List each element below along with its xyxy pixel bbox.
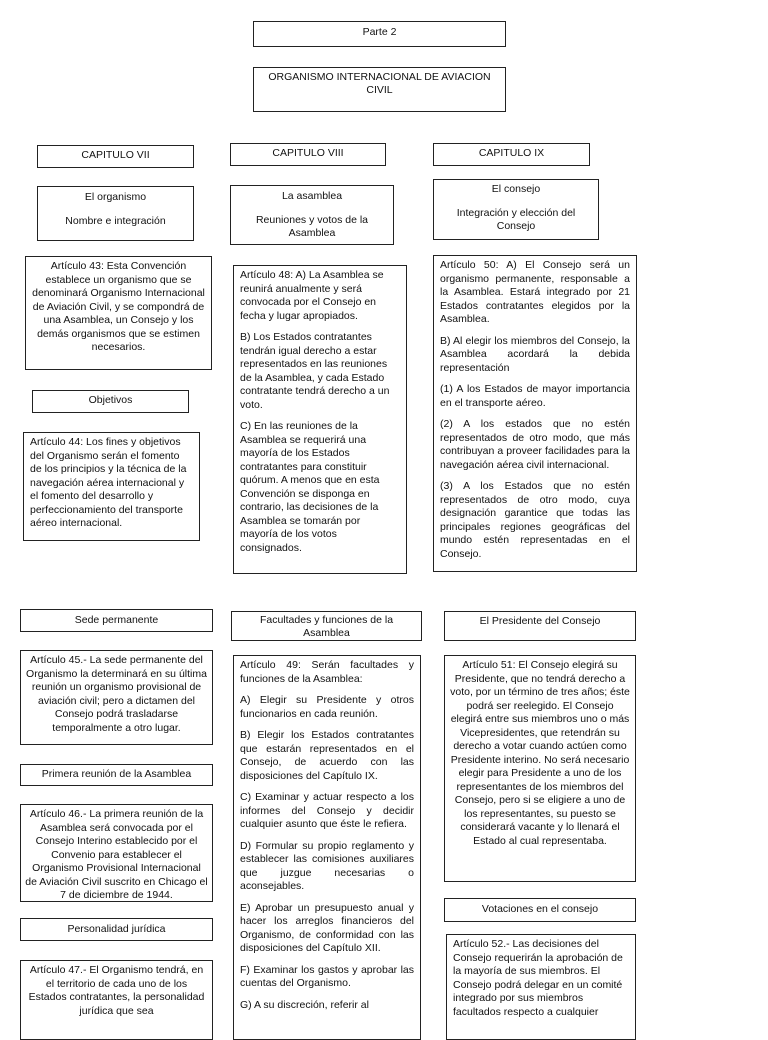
facultades-label: Facultades y funciones de la Asamblea	[259, 614, 394, 639]
primera-reunion-header	[20, 764, 213, 786]
chapter-ix-label: CAPITULO IX	[478, 147, 545, 159]
article-50-box	[433, 255, 637, 572]
article-46-text: Artículo 46.- La primera reunión de la Asamblea será convocada por el Consejo Interino establecido por el Convenio para establecer el Organismo Provisional Internacional de Aviación Civil suscrito en Chicago el 7 de diciembre de 1944.	[25, 808, 208, 901]
votaciones-consejo-header	[444, 898, 636, 922]
asamblea-topic-subtitle: Reuniones y votos de la Asamblea	[255, 213, 369, 239]
article-48-paragraph-c: C) En las reuniones de la Asamblea se requerirá una mayoría de los Estados contratantes para constituir quórum. A menos que en esta Convención se disponga en contrario, las decisiones de la Asamblea se tomarán por mayoría de los votos consignados.	[240, 420, 380, 554]
organismo-topic-subtitle: Nombre e integración	[65, 214, 166, 227]
facultades-header	[231, 611, 422, 641]
objetivos-header	[32, 390, 189, 413]
article-49-item-b: B) Elegir los Estados contratantes que estarán representados en el Consejo, de acuerdo con las disposiciones del Capítulo IX.	[240, 729, 414, 782]
article-49-item-e: E) Aprobar un presupuesto anual y hacer los arreglos financieros del Organismo, de conformidad con las disposiciones del Capítulo XII.	[240, 901, 414, 954]
article-49-item-f: F) Examinar los gastos y aprobar las cuentas del Organismo.	[240, 963, 414, 989]
article-49-item-a: A) Elegir su Presidente y otros funcionarios en cada reunión.	[240, 694, 414, 720]
chapter-vii-label: CAPITULO VII	[81, 149, 150, 161]
chapter-vii-header	[37, 145, 194, 168]
organismo-topic-title: El organismo	[84, 191, 147, 203]
chapter-viii-header	[230, 143, 386, 166]
article-43-text: Artículo 43: Esta Convención establece un organismo que se denominará Organismo Internacional de Aviación Civil, y se compondrá de una Asamblea, un Consejo y los demás organismos que se estimen necesarios.	[32, 260, 205, 353]
asamblea-topic-title: La asamblea	[281, 190, 343, 202]
votaciones-consejo-label: Votaciones en el consejo	[481, 903, 599, 915]
article-48-paragraph-a: Artículo 48: A) La Asamblea se reunirá anualmente y será convocada por el Consejo en fecha y lugar apropiados.	[240, 269, 384, 322]
article-49-box	[233, 655, 421, 1040]
personalidad-juridica-label: Personalidad jurídica	[67, 923, 166, 935]
consejo-topic-title: El consejo	[491, 183, 541, 195]
article-44-box	[23, 432, 200, 541]
article-44-text: Artículo 44: Los fines y objetivos del Organismo serán el fomento de los principios y la técnica de la navegación aérea internacional y el fomento del desarrollo y perfeccionamiento del transporte aéreo internacional.	[30, 436, 187, 529]
part-title	[253, 21, 506, 47]
organization-title-text: ORGANISMO INTERNACIONAL DE AVIACION CIVIL	[268, 71, 491, 96]
article-51-box	[444, 655, 636, 882]
article-51-text: Artículo 51: El Consejo elegirá su Presidente, que no tendrá derecho a voto, por un término de tres años; éste podrá ser reelegido. El Consejo elegirá entre sus miembros uno o más Vicepresidentes, que retendrán su derecho a votar cuando actúen como Presidente interino. No será necesario elegir para Presidente a uno de los representantes de los miembros del Consejo, pero si se eligiere a uno de los representantes, su puesto se considerará vacante y lo llenará el Estado al cual representaba.	[450, 659, 630, 847]
organismo-topic-box	[37, 186, 194, 241]
objetivos-label: Objetivos	[88, 394, 133, 406]
article-46-box	[20, 804, 213, 902]
sede-permanente-header	[20, 609, 213, 632]
article-47-text: Artículo 47.- El Organismo tendrá, en el territorio de cada uno de los Estados contratantes, la personalidad jurídica que sea	[28, 964, 205, 1017]
consejo-topic-subtitle: Integración y elección del Consejo	[456, 206, 576, 232]
article-49-intro: Artículo 49: Serán facultades y funciones de la Asamblea:	[240, 659, 414, 685]
article-50-item-3: (3) A los Estados que no estén representados de otro modo, cuya designación garantice que todas las principales regiones geográficas del mundo estén representadas en el Consejo.	[440, 480, 630, 560]
presidente-consejo-label: El Presidente del Consejo	[479, 615, 601, 627]
sede-permanente-label: Sede permanente	[74, 614, 159, 626]
article-45-box	[20, 650, 213, 745]
article-49-item-d: D) Formular su propio reglamento y establecer las comisiones auxiliares que juzgue necesarias o aconsejables.	[240, 839, 414, 892]
article-47-box	[20, 960, 213, 1040]
article-48-paragraph-b: B) Los Estados contratantes tendrán igual derecho a estar representados en las reuniones de la Asamblea, y cada Estado contratante tendrá derecho a un voto.	[240, 331, 390, 411]
personalidad-juridica-header	[20, 918, 213, 941]
part-title-text: Parte 2	[362, 26, 397, 38]
article-48-box	[233, 265, 407, 574]
article-52-box	[446, 934, 636, 1040]
article-50-paragraph-b: B) Al elegir los miembros del Consejo, la Asamblea acordará la debida representación	[440, 334, 630, 374]
chapter-ix-header	[433, 143, 590, 166]
primera-reunion-label: Primera reunión de la Asamblea	[41, 768, 192, 780]
article-43-box	[25, 256, 212, 370]
article-50-item-2: (2) A los estados que no estén representados de otro modo, que más contribuyan a proveer facilidades para la navegación aérea civil internacional.	[440, 418, 630, 471]
consejo-topic-box	[433, 179, 599, 240]
article-49-item-c: C) Examinar y actuar respecto a los informes del Consejo y decidir cualquier asunto que éste le refiera.	[240, 791, 414, 830]
asamblea-topic-box	[230, 185, 394, 245]
chapter-viii-label: CAPITULO VIII	[272, 147, 344, 159]
organization-title	[253, 67, 506, 112]
presidente-consejo-header	[444, 611, 636, 641]
article-50-paragraph-a: Artículo 50: A) El Consejo será un organismo permanente, responsable a la Asamblea. Estará integrado por 21 Estados contratantes elegidos por la Asamblea.	[440, 259, 630, 325]
article-49-item-g: G) A su discreción, referir al	[240, 998, 369, 1011]
article-52-text: Artículo 52.- Las decisiones del Consejo requerirán la aprobación de la mayoría de sus miembros. El Consejo podrá delegar en un comité integrado por sus miembros facultados respecto a cualquier	[453, 938, 623, 1018]
article-45-text: Artículo 45.- La sede permanente del Organismo la determinará en su última reunión un organismo provisional de aviación civil; pero a dictamen del Consejo podrá trasladarse temporalmente a otro lugar.	[26, 654, 207, 734]
article-50-item-1: (1) A los Estados de mayor importancia en el transporte aéreo.	[440, 383, 630, 409]
